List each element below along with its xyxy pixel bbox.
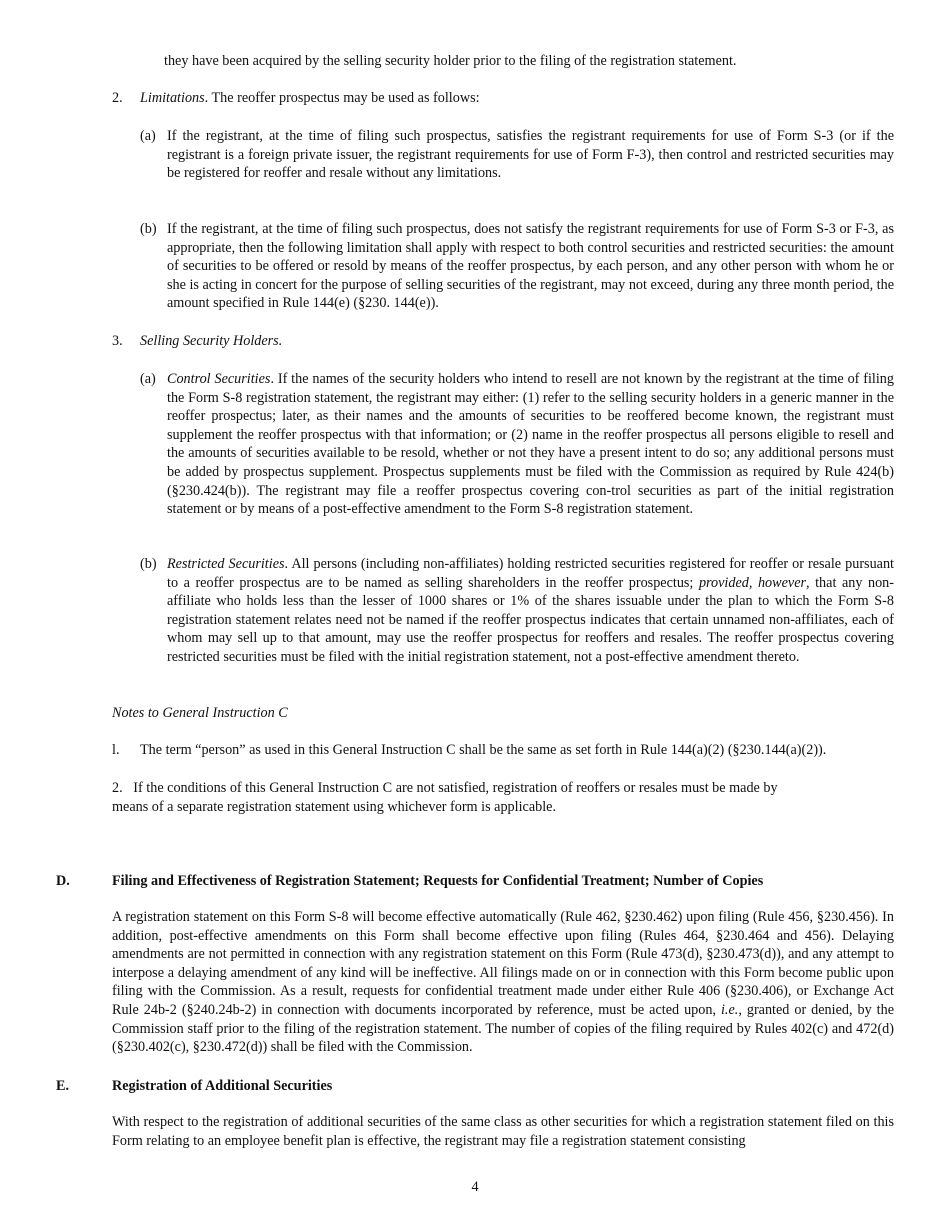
limitations-item-b-label: (b) (140, 221, 157, 237)
restricted-securities-emphasis: provided, however (698, 574, 807, 591)
limitations-number: 2. (112, 90, 123, 106)
section-d-text-after: , granted or denied, by the Commission staff prior to the filing of the registration statement. The number of copies of the filing required by Rules 402(c) and 472(d) (§230.402(c), §230.472(d)) shall be filed with the Commission. (112, 1001, 894, 1056)
section-e-body: With respect to the registration of additional securities of the same class as other securities for which a registration statement filed on this Form relating to an employee benefit plan is effective, the registrant may file a registration statement consisting (112, 1114, 894, 1149)
note-2-line-2: means of a separate registration statement using whichever form is applicable. (112, 798, 556, 815)
notes-heading: Notes to General Instruction C (112, 705, 288, 721)
note-2-line-1: If the conditions of this General Instruction C are not satisfied, registration of reoffers or resales must be made by (133, 780, 778, 796)
section-d-text-before: A registration statement on this Form S-8 will become effective automatically (Rule 462, §230.462) upon filing (Rule 456, §230.456). In addition, post-effective amendments on this Form shall become effective upon filing (Rules 464, §230.464 and 456). Delaying amendments are not permitted in connection with any registration statement on this Form (Rule 473(d), §230.473(d)), and any attempt to interpose a delaying amendment of any kind will be ineffective. All filings made on or in connection with this Form become public upon filing with the Commission. As a result, requests for confidential treatment made under either Rule 406 (§230.406), or Exchange Act Rule 24b-2 (§240.24b-2) in connection with documents incorporated by reference, must be acted upon, (112, 909, 894, 1018)
section-d-emphasis: i.e. (720, 1001, 739, 1018)
limitations-item-b-text: If the registrant, at the time of filing such prospectus, does not satisfy the registrant requirements for use of Form S-3 or F-3, as appropriate, then the following limitation shall apply with respect to both control securities and restricted securities: the amount of securities to be offered or resold by means of the reoffer prospectus, by each person, and any other person with whom he or she is acting in concert for the purpose of selling securities of the registrant, may not exceed, during any three month period, the amount specified in Rule 144(e) (§230. 144(e)). (167, 221, 894, 312)
note-2-number: 2. (112, 780, 123, 796)
limitations-item-a-label: (a) (140, 128, 156, 144)
selling-holders-number: 3. (112, 333, 123, 349)
restricted-securities-title: Restricted Securities (167, 556, 285, 572)
carryover-text: they have been acquired by the selling security holder prior to the filing of the registration statement. (164, 53, 737, 69)
note-1-number: l. (112, 742, 120, 758)
section-e-heading: Registration of Additional Securities (112, 1078, 333, 1094)
restricted-securities-paragraph (167, 555, 894, 667)
note-1-text: The term “person” as used in this General Instruction C shall be the same as set forth in Rule 144(a)(2) (§230.144(a)(2)). (140, 742, 827, 758)
restricted-securities-text-before: . All persons (including non-affiliates) holding restricted securities registered for reoffer or resale pursuant to a reoffer prospectus are to be named as selling shareholders in the reoffer prospectus; (167, 556, 894, 591)
section-e-letter: E. (56, 1078, 70, 1094)
control-securities-title: Control Securities (167, 371, 271, 387)
limitations-title: Limitations (140, 90, 205, 106)
restricted-securities-label: (b) (140, 556, 157, 572)
section-d-body (112, 908, 894, 1057)
limitations-intro: . The reoffer prospectus may be used as follows: (204, 90, 480, 106)
control-securities-text: . If the names of the security holders who intend to resell are not known by the registrant at the time of filing the Form S-8 registration statement, the registrant may either: (1) refer to the selling security holders in a generic manner in the reoffer prospectus; later, as their names and the amounts of securities to be reoffered become known, the registrant must supplement the reoffer prospectus with that information; or (2) name in the reoffer prospectus all persons eligible to resell and the amounts of securities available to be resold, whether or not they have a present intent to do so; any additional persons must be added by prospectus supplement. Prospectus supplements must be filed with the Commission as required by Rule 424(b) (§230.424(b)). The registrant may file a reoffer prospectus covering con-trol securities as part of the initial registration statement or by means of a post-effective amendment to the Form S-8 registration statement. (167, 371, 894, 518)
control-securities-paragraph (167, 370, 894, 519)
page-number: 4 (471, 1179, 479, 1195)
restricted-securities-text-after: , that any non-affiliate who holds less than the lesser of 1000 shares or 1% of the shares issuable under the plan to which the Form S-8 registration statement relates need not be named if the reoffer prospectus indicates that certain unnamed non-affiliates, each of whom may sell up to that amount, may use the reoffer prospectus for reoffers and resales. The reoffer prospectus covering restricted securities must be filed with the initial registration statement, not a post-effective amendment thereto. (167, 574, 895, 665)
selling-holders-title: Selling Security Holders. (140, 333, 283, 349)
section-d-letter: D. (56, 873, 70, 889)
note-2-paragraph (112, 779, 902, 816)
section-d-heading: Filing and Effectiveness of Registration Statement; Requests for Confidential Treatment; Number of Copies (112, 873, 764, 889)
limitations-item-a-text: If the registrant, at the time of filing such prospectus, satisfies the registrant requirements for use of Form S-3 (or if the registrant is a foreign private issuer, the registrant requirements for use of Form F-3), then control and restricted securities may be registered for reoffer and resale without any limitations. (167, 128, 894, 182)
limitations-heading (140, 89, 900, 108)
control-securities-label: (a) (140, 371, 156, 387)
